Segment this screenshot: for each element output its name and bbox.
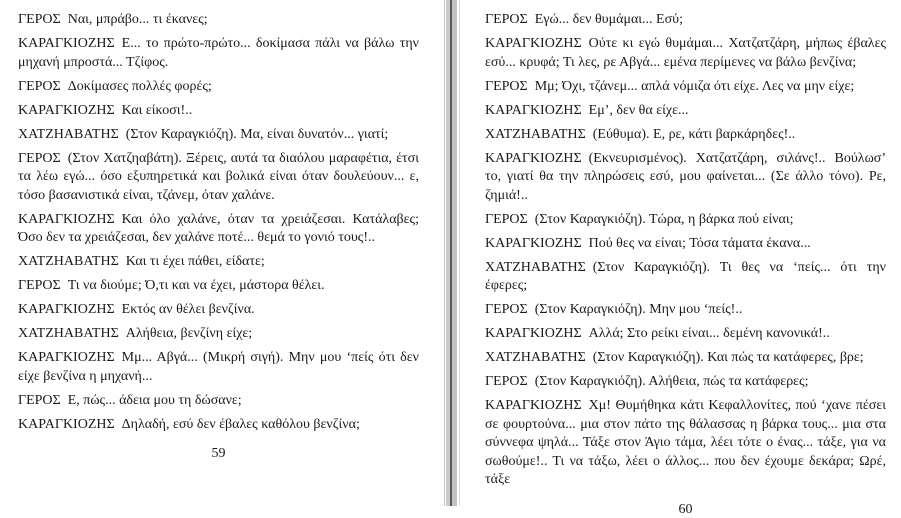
speaker-name: ΚΑΡΑΓΚΙΟΖΗΣ <box>485 150 582 166</box>
dialogue-paragraph <box>18 301 419 320</box>
right-page-flow <box>485 11 886 518</box>
speaker-name: ΚΑΡΑΓΚΙΟΖΗΣ <box>18 302 115 317</box>
speaker-name: ΧΑΤΖΗΑΒΑΤΗΣ <box>485 126 586 142</box>
dialogue-paragraph <box>485 126 886 145</box>
dialogue-paragraph <box>485 349 886 368</box>
speaker-name: ΚΑΡΑΓΚΙΟΖΗΣ <box>485 235 582 251</box>
speaker-name: ΓΕΡΟΣ <box>18 278 61 293</box>
speaker-name: ΧΑΤΖΗΑΒΑΤΗΣ <box>18 326 119 341</box>
speaker-name: ΚΑΡΑΓΚΙΟΖΗΣ <box>18 102 115 118</box>
speaker-name: ΚΑΡΑΓΚΙΟΖΗΣ <box>485 36 582 51</box>
dialogue-text: Εμ’, δεν θα είχε... <box>588 102 689 118</box>
dialogue-text: (Εκνευρισμένος). Χατζατζάρη, σιλάνς!.. Βούλωσ’ το, γιατί θα την πληρώσεις εσύ, μου φαίνεται... (Σε άλλο τόνο). Ρε, ζημιά!.. <box>485 150 886 203</box>
speaker-name: ΚΑΡΑΓΚΙΟΖΗΣ <box>18 350 115 365</box>
speaker-name: ΚΑΡΑΓΚΙΟΖΗΣ <box>18 211 115 227</box>
dialogue-paragraph <box>485 235 886 254</box>
dialogue-text: Αλλά; Στο ρείκι είναι... δεμένη κανονικά!.. <box>588 326 830 341</box>
left-page <box>0 0 443 506</box>
dialogue-text: Δηλαδή, εσύ δεν έβαλες καθόλου βενζίνα; <box>121 416 360 432</box>
dialogue-paragraph <box>485 102 886 121</box>
dialogue-text: (Στον Καραγκιόζη). Και πώς τα κατάφερες, βρε; <box>592 350 864 365</box>
dialogue-text: Και τι έχει πάθει, είδατε; <box>125 254 265 269</box>
book-gutter <box>443 0 462 506</box>
dialogue-text: Και όλο χαλάνε, όταν τα χρειάζεσαι. Κατάλαβες; Όσο δεν τα χρειάζεσαι, δεν χαλάνε ποτέ... θεμά το γονιό τους!.. <box>18 211 419 245</box>
dialogue-text: Εκτός αν θέλει βενζίνα. <box>121 302 255 317</box>
dialogue-paragraph <box>485 325 886 344</box>
speaker-name: ΓΕΡΟΣ <box>485 302 528 317</box>
dialogue-text: (Στον Καραγκιόζη). Μα, είναι δυνατόν... γιατί; <box>125 126 389 142</box>
dialogue-paragraph <box>485 373 886 392</box>
dialogue-paragraph <box>485 259 886 296</box>
dialogue-text: (Στον Καραγκιόζη). Τώρα, η βάρκα πού είναι; <box>534 211 794 227</box>
speaker-name: ΚΑΡΑΓΚΙΟΖΗΣ <box>485 398 582 413</box>
speaker-name: ΓΕΡΟΣ <box>485 211 528 227</box>
dialogue-paragraph <box>18 126 419 145</box>
dialogue-paragraph <box>485 301 886 320</box>
speaker-name: ΚΑΡΑΓΚΙΟΖΗΣ <box>18 416 115 432</box>
dialogue-paragraph <box>485 35 886 72</box>
dialogue-text: (Στον Καραγκιόζη). Μην μου ‘πείς!.. <box>534 302 743 317</box>
dialogue-paragraph <box>485 78 886 97</box>
dialogue-text: Ούτε κι εγώ θυμάμαι... Χατζατζάρη, μήπως έβαλες εσύ... κρυφά; Τι λες, ρε Αβγά... εμένα περίμενες να βάλω βενζίνα; <box>485 36 886 70</box>
speaker-name: ΓΕΡΟΣ <box>485 374 528 389</box>
speaker-name: ΓΕΡΟΣ <box>18 150 61 166</box>
dialogue-paragraph <box>18 11 419 30</box>
dialogue-paragraph <box>485 211 886 230</box>
dialogue-paragraph <box>18 392 419 411</box>
speaker-name: ΧΑΤΖΗΑΒΑΤΗΣ <box>18 126 119 142</box>
dialogue-paragraph <box>18 150 419 206</box>
speaker-name: ΚΑΡΑΓΚΙΟΖΗΣ <box>485 326 582 341</box>
dialogue-text: Χμ! Θυμήθηκα κάτι Κεφαλλονίτες, πού ‘χανε πέσει σε φουρτούνα... μια στον πάτο της θάλασσας η βάρκα τους... μια στα σύννεφα ψηλά... Τάξε στον Άγιο τάμα, λέει τότε ο ένας... τάξε, για να σωθούμε!.. Τι να τάξω, λέει ο άλλος... που δεν έχουμε δεκάρα; Ωρέ, τάξε <box>485 398 886 487</box>
dialogue-text: Δοκίμασες πολλές φορές; <box>67 78 212 94</box>
dialogue-text: Αλήθεια, βενζίνη είχε; <box>125 326 253 341</box>
dialogue-text: (Στον Καραγκιόζη). Τι θες να ‘πείς... ότι την έφερες; <box>485 259 886 293</box>
dialogue-text: Εγώ... δεν θυμάμαι... Εσύ; <box>534 12 683 27</box>
dialogue-paragraph <box>18 102 419 121</box>
dialogue-paragraph <box>485 397 886 490</box>
dialogue-text: Και είκοσι!.. <box>121 102 193 118</box>
speaker-name: ΚΑΡΑΓΚΙΟΖΗΣ <box>18 36 115 51</box>
dialogue-paragraph <box>18 253 419 272</box>
speaker-name: ΧΑΤΖΗΑΒΑΤΗΣ <box>18 254 119 269</box>
dialogue-paragraph <box>18 349 419 386</box>
left-page-flow <box>18 11 419 462</box>
right-page <box>462 0 901 517</box>
dialogue-text: (Εύθυμα). Ε, ρε, κάτι βαρκάρηδες!.. <box>592 126 796 142</box>
dialogue-paragraph <box>18 416 419 435</box>
dialogue-text: Ε... το πρώτο-πρώτο... δοκίμασα πάλι να βάλω την μηχανή μπροστά... Τζίφος. <box>18 36 419 70</box>
speaker-name: ΚΑΡΑΓΚΙΟΖΗΣ <box>485 102 582 118</box>
dialogue-text: (Στον Χατζηαβάτη). Ξέρεις, αυτά τα διαόλου μαραφέτια, έτσι τα λέω εγώ... όσο εξυπηρετικά και βολικά είναι όταν δουλεύουν... ε, τόσο βασανιστικά είναι, τζάνεμ, όταν χαλάνε. <box>18 150 419 203</box>
speaker-name: ΓΕΡΟΣ <box>485 12 528 27</box>
dialogue-text: Μμ... Αβγά... (Μικρή σιγή). Μην μου ‘πείς ότι δεν είχε βενζίνα η μηχανή... <box>18 350 419 384</box>
speaker-name: ΓΕΡΟΣ <box>18 12 61 27</box>
dialogue-text: Ε, πώς... άδεια μου τη δώσανε; <box>67 392 242 408</box>
speaker-name: ΓΕΡΟΣ <box>18 78 61 94</box>
right-page-text <box>485 11 886 490</box>
dialogue-text: Πού θες να είναι; Τόσα τάματα έκανα... <box>588 235 811 251</box>
dialogue-paragraph <box>18 211 419 248</box>
dialogue-paragraph <box>18 35 419 72</box>
page-number: 59 <box>211 446 226 461</box>
dialogue-text: (Στον Καραγκιόζη). Αλήθεια, πώς τα κατάφερες; <box>534 374 809 389</box>
dialogue-paragraph <box>18 277 419 296</box>
speaker-name: ΓΕΡΟΣ <box>485 78 528 94</box>
dialogue-text: Τι να διούμε; Ό,τι και να έχει, μάστορα θέλει. <box>67 278 325 293</box>
left-page-text <box>18 11 419 434</box>
dialogue-paragraph <box>485 150 886 206</box>
speaker-name: ΓΕΡΟΣ <box>18 392 61 408</box>
dialogue-paragraph <box>18 78 419 97</box>
page-number: 60 <box>678 501 693 517</box>
dialogue-text: Μμ; Όχι, τζάνεμ... απλά νόμιζα ότι είχε. Λες να μην είχε; <box>534 78 855 94</box>
speaker-name: ΧΑΤΖΗΑΒΑΤΗΣ <box>485 350 586 365</box>
dialogue-paragraph <box>18 325 419 344</box>
dialogue-text: Ναι, μπράβο... τι έκανες; <box>67 12 208 27</box>
speaker-name: ΧΑΤΖΗΑΒΑΤΗΣ <box>485 259 586 275</box>
dialogue-paragraph <box>485 11 886 30</box>
